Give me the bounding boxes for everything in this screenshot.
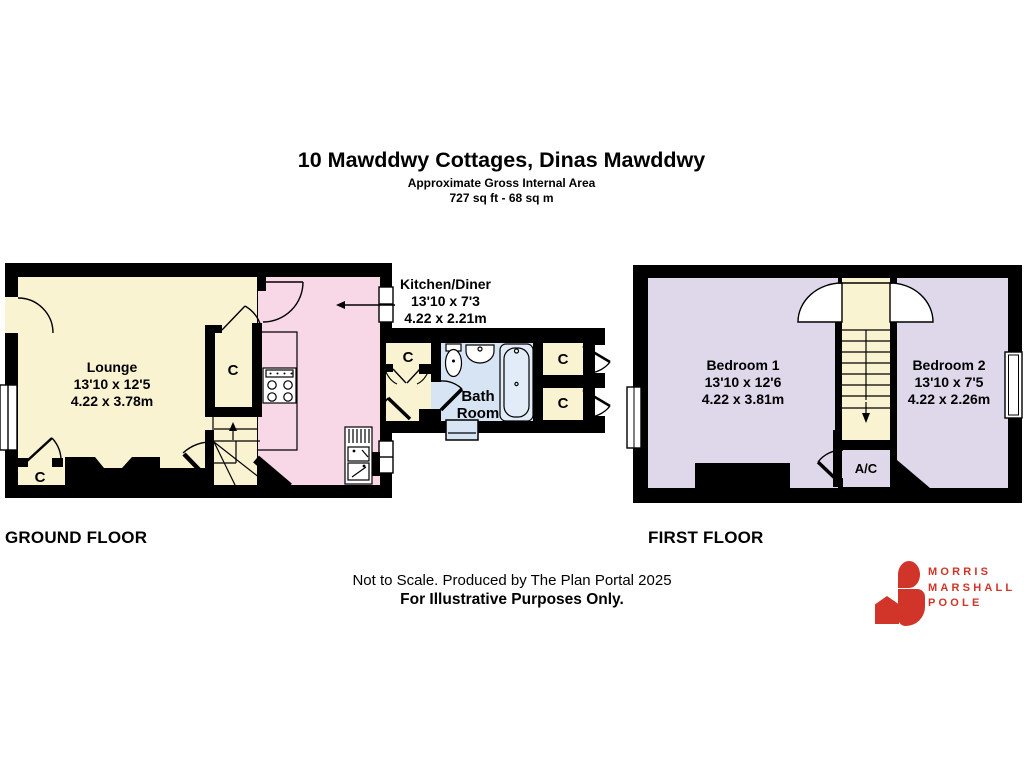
closet-label-middle: C [227,362,239,379]
bedroom1-label: Bedroom 1 13'10 x 12'6 4.22 x 3.81m [701,357,785,407]
agency-logo [875,559,1020,629]
lounge-label: Lounge 13'10 x 12'5 4.22 x 3.78m [70,359,154,409]
page-subtitle: Approximate Gross Internal Area [407,176,596,190]
logo-circle-icon [898,561,920,588]
logo-house-icon [875,596,899,624]
bedroom2-label: Bedroom 2 13'10 x 7'5 4.22 x 2.26m [907,357,991,407]
page-title: 10 Mawddwy Cottages, Dinas Mawddwy [297,148,706,172]
closet-label-hall: C [402,349,414,366]
logo-leaf-icon [898,589,925,626]
kitchen-label: Kitchen/Diner 13'10 x 7'3 4.22 x 2.21m [399,276,491,326]
closet-label-right-bottom: C [557,395,569,412]
basin-tap [478,347,482,351]
logo-wordmark: MORRIS MARSHALL POOLE [928,566,1016,609]
page-area-text: 727 sq ft - 68 sq m [449,191,554,205]
ac-label: A/C [854,461,878,476]
footer-disclaimer: Not to Scale. Produced by The Plan Portal 2025 [352,572,672,589]
shower-tray [446,420,478,440]
toilet-bowl [446,350,462,377]
entrance-opening [5,297,18,333]
ground-floor-title: GROUND FLOOR [5,528,148,547]
bathroom-label: Bath Room [456,388,500,422]
footer-illustrative: For Illustrative Purposes Only. [400,591,624,608]
first-floor-title: FIRST FLOOR [648,528,764,547]
closet-label-corner: C [34,469,46,486]
closet-label-right-top: C [557,351,569,368]
